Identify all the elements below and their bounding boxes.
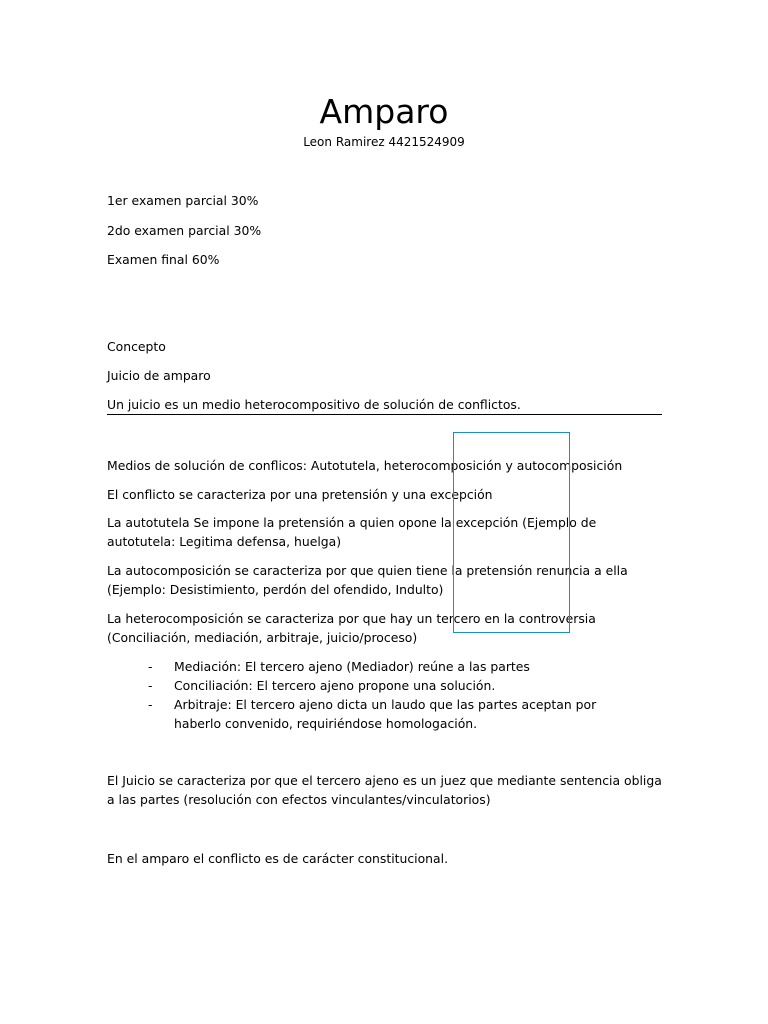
grading-line: Examen final 60% <box>107 252 220 267</box>
grading-line: 2do examen parcial 30% <box>107 223 262 238</box>
paragraph: La heterocomposición se caracteriza por que hay un tercero en la controversia (Conciliación, mediación, arbitraje, juicio/proceso) <box>107 611 596 645</box>
list-item-text: Arbitraje: El tercero ajeno dicta un laudo que las partes aceptan por haberlo convenido, requiriéndose homologación. <box>174 697 597 731</box>
bullet-list <box>148 657 628 733</box>
document-subtitle: Leon Ramirez 4421524909 <box>303 135 465 149</box>
list-item <box>148 657 628 676</box>
bullet-marker: - <box>148 697 153 712</box>
concept-definition: Un juicio es un medio heterocompositivo de solución de conflictos. <box>107 397 521 412</box>
paragraph: Medios de solución de conflicos: Autotutela, heterocomposición y autocomposición <box>107 458 623 473</box>
paragraph: El Juicio se caracteriza por que el tercero ajeno es un juez que mediante sentencia obliga a las partes (resolución con efectos vinculantes/vinculatorios) <box>107 773 662 807</box>
grading-line: 1er examen parcial 30% <box>107 193 259 208</box>
paragraph: La autotutela Se impone la pretensión a quien opone la excepción (Ejemplo de autotutela: Legitima defensa, huelga) <box>107 515 597 549</box>
horizontal-rule <box>107 414 662 415</box>
list-item-text: Mediación: El tercero ajeno (Mediador) reúne a las partes <box>174 659 530 674</box>
paragraph: El conflicto se caracteriza por una pretensión y una excepción <box>107 487 493 502</box>
text-frame-border <box>453 432 570 633</box>
list-item <box>148 676 628 695</box>
closing-paragraph: En el amparo el conflicto es de carácter constitucional. <box>107 851 449 866</box>
bullet-marker: - <box>148 659 153 674</box>
bullet-marker: - <box>148 678 153 693</box>
paragraph: La autocomposición se caracteriza por que quien tiene la pretensión renuncia a ella (Ejemplo: Desistimiento, perdón del ofendido, Indulto) <box>107 563 628 597</box>
document-title: Amparo <box>319 92 449 131</box>
concept-term: Juicio de amparo <box>107 368 211 383</box>
concept-heading: Concepto <box>107 339 166 354</box>
list-item-text: Conciliación: El tercero ajeno propone una solución. <box>174 678 496 693</box>
list-item <box>148 695 628 733</box>
